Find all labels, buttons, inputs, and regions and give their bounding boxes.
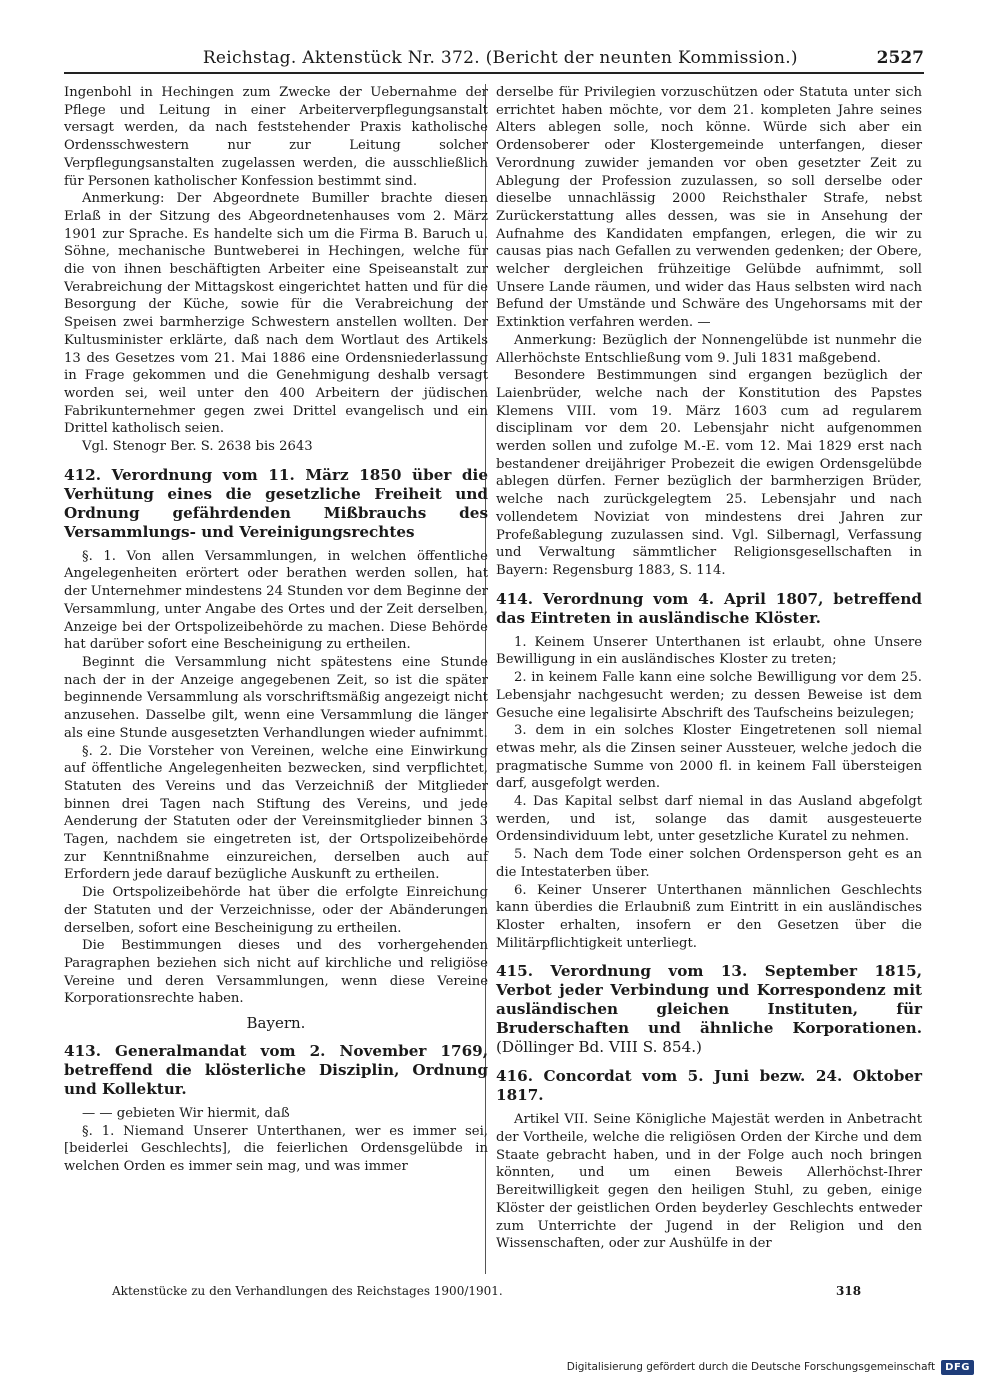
right-column — [496, 84, 922, 1253]
list-item: 5. Nach dem Tode einer solchen Ordensperson geht es an die Intestaterben über. — [496, 847, 922, 880]
section-heading-415-title: 415. Verordnung vom 13. September 1815, Verbot jeder Verbindung und Korrespondenz mit ausländischen gleichen Instituten, für Bruderschaften und ähnliche Korporationen. — [496, 962, 922, 1038]
section-heading-412: 412. Verordnung vom 11. März 1850 über die Verhütung eines die gesetzliche Freiheit und Ordnung gefährdenden Mißbrauchs des Versammlungs- und Vereinigungsrechtes — [64, 465, 488, 541]
page-number: 2527 — [876, 48, 924, 68]
paragraph: Artikel VII. Seine Königliche Majestät werden in Anbetracht der Vortheile, welche die religiösen Orden der Kirche und dem Staate gebracht haben, und in der Folge auch noch bringen könnten, und um einen Beweis Allerhöchst-Ihrer Bereitwilligkeit gegen den heiligen Stuhl, zu geben, einige Klöster der geistlichen Orden beyderley Geschlechts entweder zum Unterrichte der Jugend in der Religion und den Wissenschaften, oder zur Aushülfe in der — [496, 1112, 922, 1252]
reference-paragraph: Vgl. Stenogr Ber. S. 2638 bis 2643 — [82, 439, 313, 455]
paragraph: Ingenbohl in Hechingen zum Zwecke der Uebernahme der Pflege und Leitung in einer Arbeiterverpflegungsanstalt versagt werden, da nach feststehender Praxis katholische Ordensschwestern nur zur Leitung solcher Verpflegungsanstalten zugelassen werden, die ausschließlich für Personen katholischer Konfession bestimmt sind. — [64, 85, 488, 189]
paragraph: Beginnt die Versammlung nicht spätestens eine Stunde nach der in der Anzeige angegebenen Zeit, so ist die später beginnende Versammlung als vorschriftsmäßig angezeigt nicht anzusehen. Dasselbe gilt, wenn eine Versammlung die länger als eine Stunde ausgesetzten Verhandlungen wieder aufnimmt. — [64, 654, 488, 741]
footer-source: Aktenstücke zu den Verhandlungen des Reichstages 1900/1901. — [112, 1284, 503, 1298]
paragraph: Die Ortspolizeibehörde hat über die erfolgte Einreichung der Statuten und der Verzeichnisse, oder der Abänderungen derselben, sofort eine Bescheinigung zu ertheilen. — [64, 885, 488, 936]
section-heading-413: 413. Generalmandat vom 2. November 1769, betreffend die klösterliche Disziplin, Ordnung und Kollektur. — [64, 1042, 488, 1099]
list-item: 6. Keiner Unserer Unterthanen männlichen Geschlechts kann überdies die Erlaubniß zum Eintritt in ein ausländisches Kloster erhalten, insofern er den Gesetzen über die Militärpflichtigkeit unterliegt. — [496, 882, 922, 951]
paragraph: — — gebieten Wir hiermit, daß — [82, 1106, 290, 1122]
section-heading-416: 416. Concordat vom 5. Juni bezw. 24. Oktober 1817. — [496, 1067, 922, 1105]
paragraph: §. 1. Von allen Versammlungen, in welchen öffentliche Angelegenheiten erörtert oder berathen werden sollen, hat der Unternehmer mindestens 24 Stunden vor dem Beginne der Versammlung, unter Angabe des Ortes und der Zeit derselben, Anzeige bei der Ortspolizeibehörde zu machen. Diese Behörde hat darüber sofort eine Bescheinigung zu ertheilen. — [64, 548, 488, 653]
paragraph: §. 1. Niemand Unserer Unterthanen, wer es immer sei, [beiderlei Geschlechts], die feierlichen Ordensgelübde in welchen Orden es immer sein mag, und was immer — [64, 1123, 488, 1175]
state-heading: Bayern. — [246, 1014, 306, 1033]
section-heading-415 — [496, 962, 922, 1057]
list-item: 4. Das Kapital selbst darf niemal in das Ausland abgefolgt werden, und ist, solange das damit ausgesteuerte Ordensindividuum lebt, unter gesetzliche Kuratel zu nehmen. — [496, 794, 922, 845]
footer-number: 318 — [836, 1284, 862, 1298]
digitization-text: Digitalisierung gefördert durch die Deutsche Forschungsgemeinschaft — [566, 1361, 936, 1373]
section-heading-414: 414. Verordnung vom 4. April 1807, betreffend das Eintreten in ausländische Klöster. — [496, 589, 922, 627]
left-column — [64, 84, 488, 1176]
dfg-logo: DFG — [941, 1360, 974, 1375]
annotation-paragraph: Anmerkung: Bezüglich der Nonnengelübde ist nunmehr die Allerhöchste Entschließung vom 9. Juli 1831 maßgebend. — [496, 332, 922, 366]
paragraph: Die Bestimmungen dieses und des vorhergehenden Paragraphen beziehen sich nicht auf kirchliche und religiöse Vereine und deren Versammlungen, wenn diese Vereine Korporationsrechte haben. — [64, 938, 488, 1007]
list-item: 1. Keinem Unserer Unterthanen ist erlaubt, ohne Unsere Bewilligung in ein ausländisches Kloster zu treten; — [496, 634, 922, 668]
list-item: 3. dem in ein solches Kloster Eingetretenen soll niemal etwas mehr, als die Zinsen seiner Aussteuer, welche jedoch die pragmatische Summe von 2000 fl. in keinem Fall übersteigen darf, ausgefolgt werden. — [496, 723, 922, 792]
paragraph: derselbe für Privilegien vorzuschützen oder Statuta unter sich errichtet haben möchte, vor dem 21. kompleten Jahre seines Alters ablegen solle, noch könne. Würde sich aber ein Ordensoberer oder Klostergemeinde unterfangen, dieser Verordnung zuwider jemanden vor oben gesetzter Zeit zu Ablegung der Profession zuzulassen, so soll derselbe oder dieselbe unnachlässig 2000 Reichsthaler Strafe, nebst Zurückerstattung alles dessen, was sie in Ansehung der Aufnahme des Kandidaten empfangen, erlegen, die wir zu causas pias nach Gefallen zu verwenden gedenken; der Obere, welcher dergleichen frühzeitige Gelübde aufnimmt, soll Unsere Lande räumen, und wider das Haus selbsten wird nach Befund der Umstände und Schwäre des Ungehorsams mit der Extinktion verfahren werden. — — [496, 85, 922, 331]
section-heading-415-ref: (Döllinger Bd. VIII S. 854.) — [496, 1038, 702, 1057]
page-header — [64, 44, 924, 74]
digitization-note — [567, 1356, 974, 1378]
running-title: Reichstag. Aktenstück Nr. 372. (Bericht der neunten Kommission.) — [202, 48, 798, 68]
list-item: 2. in keinem Falle kann eine solche Bewilligung vor dem 25. Lebensjahr nachgesucht werden; zu dessen Beweise ist dem Gesuche eine legalisirte Abschrift des Taufscheins beizulegen; — [496, 670, 922, 721]
paragraph: §. 2. Die Vorsteher von Vereinen, welche eine Einwirkung auf öffentliche Angelegenheiten bezwecken, sind verpflichtet, Statuten des Vereins und das Verzeichniß der Mitglieder binnen drei Tagen nach Stiftung des Vereins, und jede Aenderung der Statuten oder der Vereinsmitglieder binnen 3 Tagen, nachdem sie eingetreten ist, der Ortspolizeibehörde zur Kenntnißnahme einzureichen, derselben auch auf Erfordern jede darauf bezügliche Auskunft zu ertheilen. — [64, 743, 488, 883]
annotation-paragraph: Anmerkung: Der Abgeordnete Bumiller brachte diesen Erlaß in der Sitzung des Abgeordnetenhauses vom 2. März 1901 zur Sprache. Es handelte sich um die Firma B. Baruch u. Söhne, mechanische Buntweberei in Hechingen, welche für die von ihnen beschäftigten Arbeiter eine Speiseanstalt zur Verabreichung der Mittagskost eingerichtet hatten und für die Besorgung der Küche, sowie für die Verabreichung der Speisen zwei barmherzige Schwestern anstellen wollten. Der Kultusminister erklärte, daß nach dem Wortlaut des Artikels 13 des Gesetzes vom 21. Mai 1886 eine Ordensniederlassung in Frage gekommen und die Genehmigung deshalb versagt worden sei, weil unter den 400 Arbeitern der jüdischen Fabrikunternehmer gegen zwei Drittel evangelisch und ein Drittel katholisch seien. — [64, 191, 488, 437]
paragraph: Besondere Bestimmungen sind ergangen bezüglich der Laienbrüder, welche nach der Konstitution des Papstes Klemens VIII. vom 19. März 1603 cum ad regularem disciplinam vor dem 20. Lebensjahr nicht aufgenommen werden sollen und zufolge M.-E. vom 12. Mai 1829 erst nach bestandener dreijähriger Probezeit die ewigen Ordensgelübde ablegen dürfen. Ferner bezüglich der barmherzigen Brüder, welche nach zurückgelegtem 25. Lebensjahr und nach vollendetem Noviziat von mindestens drei Jahren zur Profeßablegung zuzulassen sind. Vgl. Silbernagl, Verfassung und Verwaltung sämmtlicher Religionsgesellschaften in Bayern: Regensburg 1883, S. 114. — [496, 368, 922, 578]
